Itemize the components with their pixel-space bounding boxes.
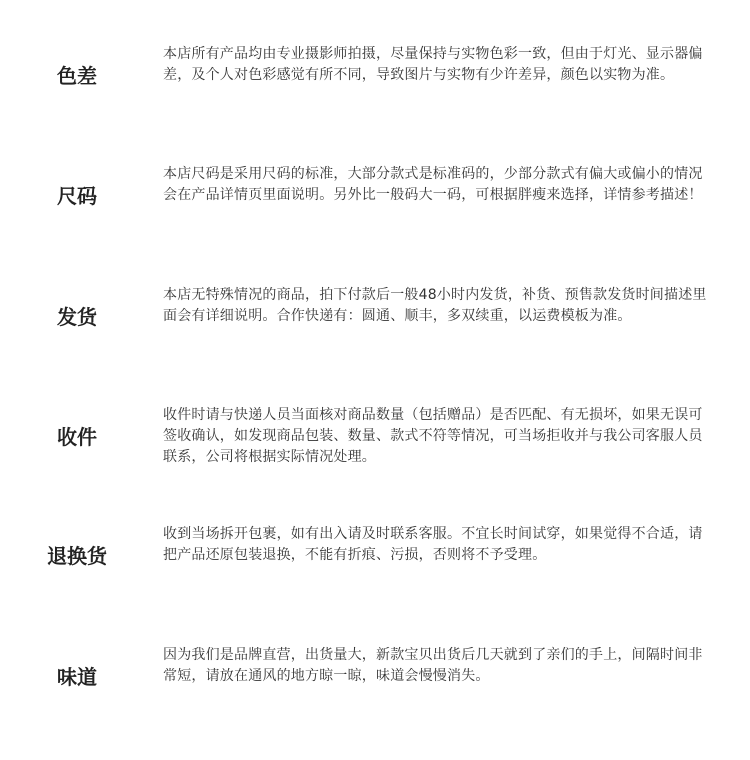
notice-shipping <box>0 285 750 385</box>
notice-title: 色差 <box>57 64 97 88</box>
notice-returns <box>0 524 750 624</box>
notice-text: 本店尺码是采用尺码的标准，大部分款式是标准码的，少部分款式有偏大或偏小的情况会在产品详情页里面说明。另外比一般码大一码，可根据胖瘦来选择，详情参考描述！ <box>163 166 703 203</box>
notice-title: 发货 <box>57 305 97 329</box>
notice-text: 收件时请与快递人员当面核对商品数量（包括赠品）是否匹配、有无损坏，如果无误可签收确认，如发现商品包装、数量、款式不符等情况，可当场拒收并与我公司客服人员联系，公司将根据实际情况处理。 <box>163 407 703 465</box>
notice-title: 收件 <box>57 425 97 449</box>
notice-text: 本店无特殊情况的商品，拍下付款后一般48小时内发货，补货、预售款发货时间描述里面会有详细说明。合作快递有：圆通、顺丰，多双续重，以运费模板为准。 <box>163 287 707 324</box>
notice-title: 味道 <box>57 665 97 689</box>
notice-title: 退换货 <box>47 544 107 568</box>
notice-size <box>0 164 750 264</box>
notice-title: 尺码 <box>57 184 97 208</box>
notice-odor <box>0 645 750 745</box>
notice-receiving <box>0 405 750 505</box>
notice-text: 本店所有产品均由专业摄影师拍摄，尽量保持与实物色彩一致，但由于灯光、显示器偏差，及个人对色彩感觉有所不同，导致图片与实物有少许差异，颜色以实物为准。 <box>163 46 703 83</box>
notice-color-difference <box>0 44 750 144</box>
notice-text: 收到当场拆开包裹，如有出入请及时联系客服。不宜长时间试穿，如果觉得不合适，请把产品还原包装退换，不能有折痕、污损，否则将不予受理。 <box>163 526 703 563</box>
notice-text: 因为我们是品牌直营，出货量大，新款宝贝出货后几天就到了亲们的手上，间隔时间非常短，请放在通风的地方晾一晾，味道会慢慢消失。 <box>163 647 703 684</box>
